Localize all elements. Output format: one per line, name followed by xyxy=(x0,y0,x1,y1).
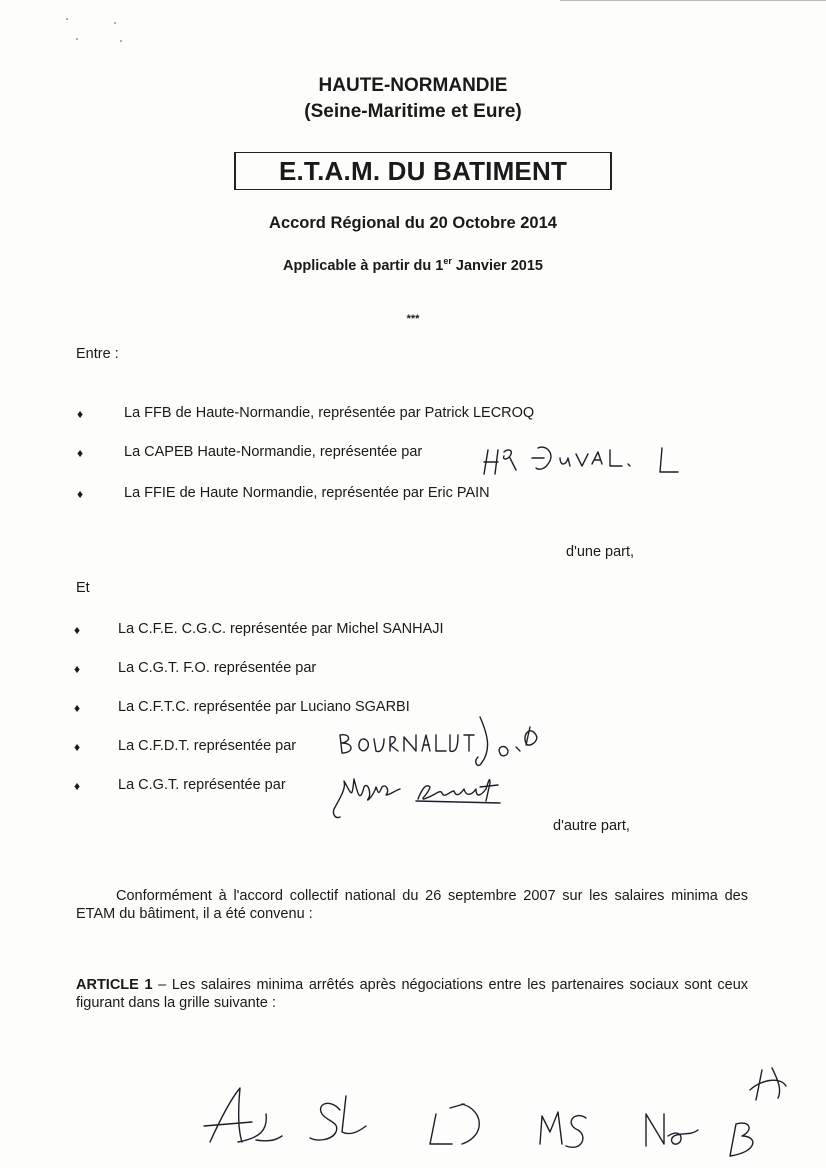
initials-signatures xyxy=(190,1060,790,1160)
first-party-close: d'une part, xyxy=(566,544,635,560)
scan-speck xyxy=(66,18,68,20)
union-cgt: La C.G.T. représentée par xyxy=(118,777,286,793)
union-cftc: La C.F.T.C. représentée par Luciano SGARBI xyxy=(118,699,410,715)
agreement-date: Accord Régional du 20 Octobre 2014 xyxy=(269,214,557,232)
bullet-icon: ♦ xyxy=(74,779,81,793)
bullet-icon: ♦ xyxy=(74,662,81,676)
document-title: E.T.A.M. DU BATIMENT xyxy=(234,152,612,190)
bullet-icon: ♦ xyxy=(74,701,81,715)
bullet-icon: ♦ xyxy=(77,487,84,501)
preamble-paragraph: Conformément à l'accord collectif national du 26 septembre 2007 sur les salaires minima des ETAM du bâtiment, il a été convenu : xyxy=(76,888,748,922)
second-party-close: d'autre part, xyxy=(553,818,630,834)
party-ffie: La FFIE de Haute Normandie, représentée par Eric PAIN xyxy=(124,485,490,501)
capeb-signature xyxy=(480,440,690,480)
article-1-paragraph xyxy=(76,976,748,1012)
scan-edge-line xyxy=(560,0,826,1)
region-heading: HAUTE-NORMANDIE xyxy=(318,75,508,96)
departments-heading: (Seine-Maritime et Eure) xyxy=(304,101,522,122)
party-ffb: La FFB de Haute-Normandie, représentée par Patrick LECROQ xyxy=(124,405,535,421)
bullet-icon: ♦ xyxy=(77,407,84,421)
scan-speck xyxy=(114,22,116,24)
applicable-date xyxy=(0,256,826,274)
ordinal-superscript: er xyxy=(443,256,452,266)
scan-speck xyxy=(120,40,122,42)
and-label: Et xyxy=(76,580,90,596)
article-1-text: – Les salaires minima arrêtés après négociations entre les partenaires sociaux sont ceux figurant dans la grille suivante : xyxy=(76,977,749,1011)
applicable-date-text: Applicable à partir du 1 xyxy=(283,257,444,274)
bullet-icon: ♦ xyxy=(74,740,81,754)
between-label: Entre : xyxy=(76,346,119,362)
separator: *** xyxy=(406,313,420,325)
party-capeb: La CAPEB Haute-Normandie, représentée par xyxy=(124,444,423,460)
applicable-date-text-end: Janvier 2015 xyxy=(451,257,543,274)
scan-speck xyxy=(76,38,78,40)
union-cfdt: La C.F.D.T. représentée par xyxy=(118,738,297,754)
union-cfe-cgc: La C.F.E. C.G.C. représentée par Michel SANHAJI xyxy=(118,621,444,637)
cgt-signature xyxy=(330,765,510,825)
union-cgt-fo: La C.G.T. F.O. représentée par xyxy=(118,660,317,676)
article-1-label: ARTICLE 1 xyxy=(76,977,153,993)
bullet-icon: ♦ xyxy=(74,623,81,637)
bullet-icon: ♦ xyxy=(77,446,84,460)
